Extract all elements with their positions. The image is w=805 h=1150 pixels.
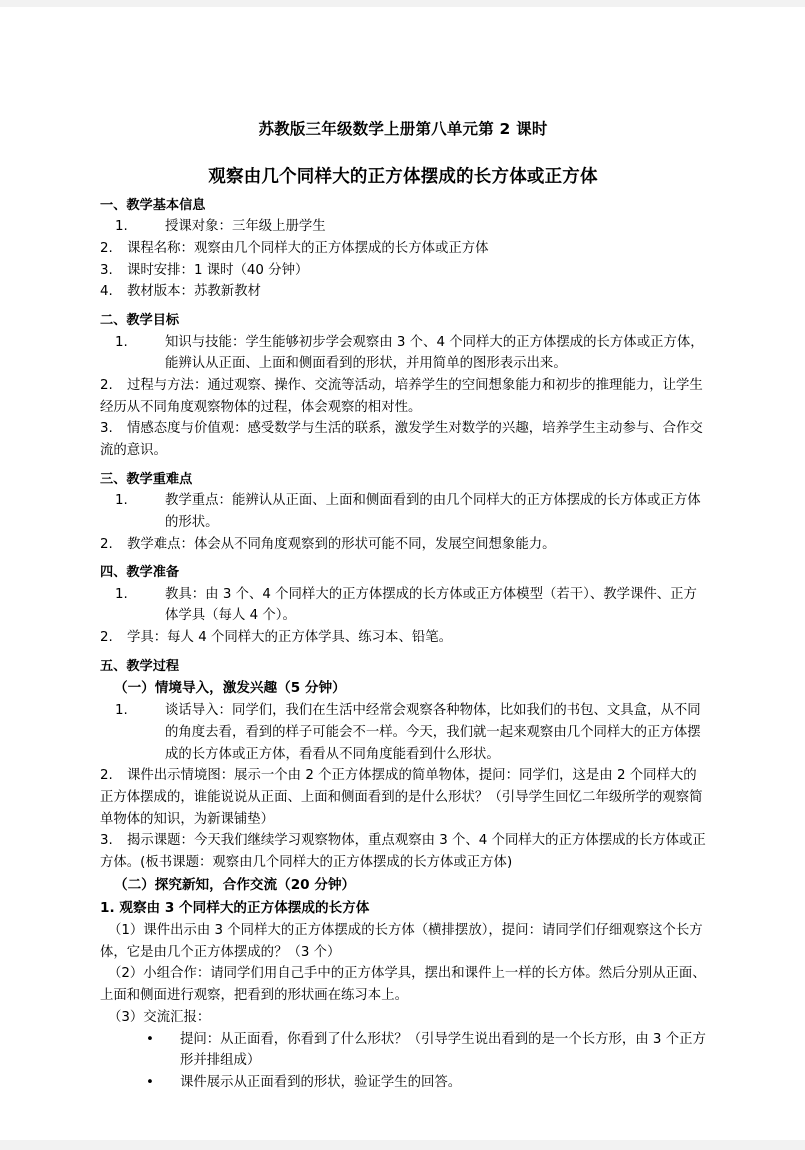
list-text: 课程名称：观察由几个同样大的正方体摆成的长方体或正方体	[127, 241, 489, 257]
list-item	[100, 765, 706, 830]
list-marker: 1.	[115, 219, 128, 235]
list-marker: 3.	[100, 262, 113, 278]
list-marker: 1.	[115, 334, 128, 350]
list-item	[100, 216, 706, 238]
document-title-line-1: 苏教版三年级数学上册第八单元第 2 课时	[258, 120, 548, 138]
list-marker: 3.	[100, 421, 113, 437]
list-item	[100, 375, 706, 418]
list-text: 课件出示情境图：展示一个由 2 个正方体摆成的简单物体，提问：同学们，这是由 2 个同样大的正方体摆成的，谁能说说从正面、上面和侧面看到的是什么形状？（引导学生回忆二年级所学的观察简单物体的知识，为新课铺垫）	[100, 768, 703, 827]
list-item	[100, 238, 706, 260]
list-marker: 1.	[115, 493, 128, 509]
list-item	[100, 418, 706, 461]
list-item	[100, 534, 706, 556]
list-item	[100, 260, 706, 282]
list-marker: 2.	[100, 377, 113, 393]
list-text: 情感态度与价值观：感受数学与生活的联系，激发学生对数学的兴趣，培养学生主动参与、合作交流的意识。	[100, 421, 703, 459]
list-item	[100, 281, 706, 303]
bullet-text: 提问：从正面看，你看到了什么形状？（引导学生说出看到的是一个长方形，由 3 个正方形并排组成）	[180, 1031, 706, 1069]
list-text: 揭示课题：今天我们继续学习观察物体，重点观察由 3 个、4 个同样大的正方体摆成的长方体或正方体。(板书课题：观察由几个同样大的正方体摆成的长方体或正方体)	[100, 833, 706, 871]
list-marker: 4.	[100, 284, 113, 300]
step-item: （2）小组合作：请同学们用自己手中的正方体学具，摆出和课件上一样的长方体。然后分别从正面、上面和侧面进行观察，把看到的形状画在练习本上。	[100, 966, 706, 1004]
document-title-line-2: 观察由几个同样大的正方体摆成的长方体或正方体	[208, 167, 598, 187]
list-item	[100, 700, 706, 765]
list-text: 教学难点：体会从不同角度观察到的形状可能不同，发展空间想象能力。	[127, 536, 556, 552]
list-text: 授课对象：三年级上册学生	[165, 219, 326, 235]
topic-heading: 1. 观察由 3 个同样大的正方体摆成的长方体	[100, 899, 370, 916]
list-text: 知识与技能：学生能够初步学会观察由 3 个、4 个同样大的正方体摆成的长方体或正方体，能辨认从正面、上面和侧面看到的形状，并用简单的图形表示出来。	[165, 334, 704, 372]
document-page	[0, 7, 805, 1140]
list-item	[100, 627, 706, 649]
section-heading-5: 五、教学过程	[100, 658, 180, 674]
list-marker: 2.	[100, 241, 113, 257]
list-marker: 3.	[100, 833, 113, 849]
bullet-dot-icon: •	[146, 1075, 154, 1090]
list-text: 教材版本：苏教新教材	[127, 284, 261, 300]
step-item: （3）交流汇报：	[108, 1009, 211, 1025]
list-marker: 1.	[115, 703, 128, 719]
bullet-text: 课件展示从正面看到的形状，验证学生的回答。	[180, 1075, 462, 1090]
subsection-heading-two: （二）探究新知，合作交流（20 分钟）	[114, 876, 356, 893]
list-marker: 2.	[100, 630, 113, 646]
section-heading-3: 三、教学重难点	[100, 471, 193, 487]
list-text: 教学重点：能辨认从正面、上面和侧面看到的由几个同样大的正方体摆成的长方体或正方体的形状。	[165, 493, 701, 530]
list-text: 教具：由 3 个、4 个同样大的正方体摆成的长方体或正方体模型（若干）、教学课件、正方体学具（每人 4 个）。	[165, 586, 697, 624]
section-heading-2: 二、教学目标	[100, 313, 180, 329]
bullet-dot-icon: •	[146, 1031, 154, 1047]
list-marker: 2.	[100, 536, 113, 552]
list-text: 学具：每人 4 个同样大的正方体学具、练习本、铅笔。	[127, 630, 453, 646]
list-item	[100, 830, 706, 873]
list-item	[100, 332, 706, 375]
document-content	[100, 7, 706, 1094]
list-text: 课时安排：1 课时（40 分钟）	[127, 262, 309, 278]
list-text: 过程与方法：通过观察、操作、交流等活动，培养学生的空间想象能力和初步的推理能力，让学生经历从不同角度观察物体的过程，体会观察的相对性。	[100, 377, 703, 415]
subsection-heading-one: （一）情境导入，激发兴趣（5 分钟）	[114, 680, 346, 697]
step-item: （1）课件出示由 3 个同样大的正方体摆成的长方体（横排摆放），提问：请同学们仔细观察这个长方体，它是由几个正方体摆成的？（3 个）	[100, 923, 703, 960]
list-text: 谈话导入：同学们，我们在生活中经常会观察各种物体，比如我们的书包、文具盒，从不同的角度去看，看到的样子可能会不一样。今天，我们就一起来观察由几个同样大的正方体摆成的长方体或正方体，看看从不同角度能看到什么形状。	[165, 703, 701, 762]
list-item	[100, 490, 706, 533]
list-item	[100, 584, 706, 627]
list-marker: 2.	[100, 768, 113, 784]
list-marker: 1.	[115, 586, 128, 602]
bullet-item	[100, 1072, 706, 1094]
section-heading-1: 一、教学基本信息	[100, 198, 206, 213]
section-heading-4: 四、教学准备	[100, 565, 180, 581]
bullet-item	[100, 1029, 706, 1072]
